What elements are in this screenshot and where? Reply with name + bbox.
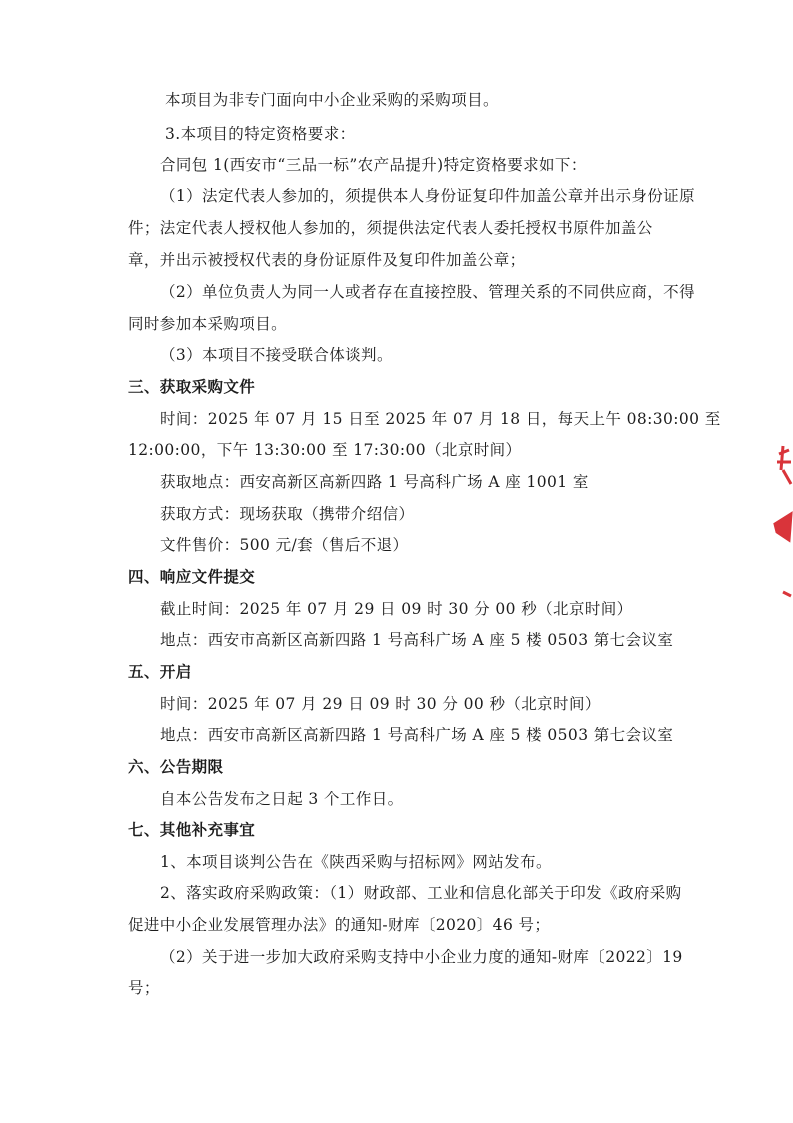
paragraph-line: 同时参加本采购项目。: [128, 315, 288, 333]
paragraph-line: 截止时间：2025 年 07 月 29 日 09 时 30 分 00 秒（北京时间）: [160, 600, 633, 618]
paragraph-line: 文件售价：500 元/套（售后不退）: [160, 536, 409, 554]
paragraph-line: 自本公告发布之日起 3 个工作日。: [160, 790, 404, 808]
paragraph-line: 3.本项目的特定资格要求：: [165, 125, 356, 143]
paragraph-line: 时间：2025 年 07 月 29 日 09 时 30 分 00 秒（北京时间）: [160, 695, 601, 713]
paragraph-line: （2）单位负责人为同一人或者存在直接控股、管理关系的不同供应商，不得: [160, 283, 695, 301]
section-heading: 三、获取采购文件: [128, 378, 256, 396]
paragraph-line: 地点：西安市高新区高新四路 1 号高科广场 A 座 5 楼 0503 第七会议室: [160, 726, 674, 744]
paragraph-line: 获取地点：西安高新区高新四路 1 号高科广场 A 座 1001 室: [160, 473, 589, 491]
paragraph-line: 地点：西安市高新区高新四路 1 号高科广场 A 座 5 楼 0503 第七会议室: [160, 631, 674, 649]
paragraph-line: 12:00:00，下午 13:30:00 至 17:30:00（北京时间）: [128, 441, 522, 459]
paragraph-line: （2）关于进一步加大政府采购支持中小企业力度的通知-财库〔2022〕19: [160, 948, 683, 966]
paragraph-line: 合同包 1(西安市“三品一标”农产品提升)特定资格要求如下：: [160, 156, 587, 174]
section-heading: 五、开启: [128, 663, 192, 681]
section-heading: 七、其他补充事宜: [128, 821, 256, 839]
paragraph-line: 2、落实政府采购政策：（1）财政部、工业和信息化部关于印发《政府采购: [160, 884, 682, 902]
paragraph-line: 1、本项目谈判公告在《陕西采购与招标网》网站发布。: [160, 853, 552, 871]
paragraph-line: 号；: [128, 979, 160, 997]
paragraph-line: 章，并出示被授权代表的身份证原件及复印件加盖公章；: [128, 251, 526, 269]
section-heading: 六、公告期限: [128, 758, 224, 776]
paragraph-line: （1）法定代表人参加的，须提供本人身份证复印件加盖公章并出示身份证原: [160, 187, 695, 205]
paragraph-line: 促进中小企业发展管理办法》的通知-财库〔2020〕46 号；: [128, 916, 551, 934]
paragraph-line: 本项目为非专门面向中小企业采购的采购项目。: [165, 91, 499, 109]
paragraph-line: （3）本项目不接受联合体谈判。: [160, 346, 393, 364]
paragraph-line: 件；法定代表人授权他人参加的，须提供法定代表人委托授权书原件加盖公: [128, 219, 653, 237]
paragraph-line: 时间：2025 年 07 月 15 日至 2025 年 07 月 18 日，每天上午 08:30:00 至: [160, 410, 721, 428]
section-heading: 四、响应文件提交: [128, 568, 256, 586]
seal-fragment-icon: [765, 440, 793, 620]
paragraph-line: 获取方式：现场获取（携带介绍信）: [160, 505, 415, 523]
